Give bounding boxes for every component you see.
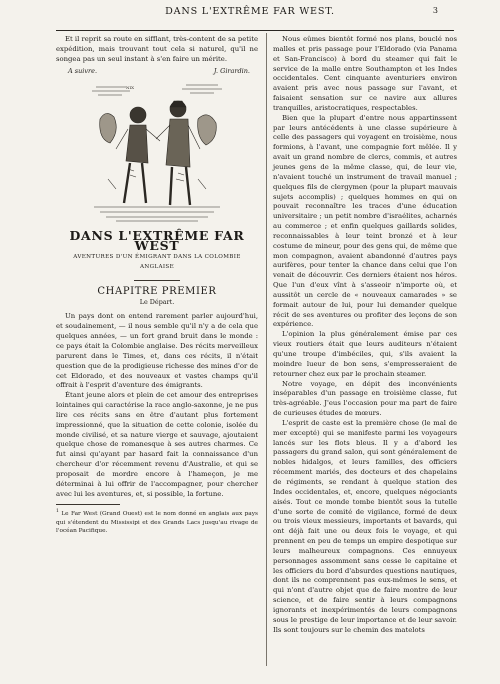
author-signature: J. Girardin. <box>213 66 250 75</box>
chapter-subtitle: Le Départ. <box>139 297 175 306</box>
footnote <box>56 508 258 535</box>
left-paragraph-2: Étant jeune alors et plein de cet amour des entreprises lointaines qui caractérise la race anglo-saxonne, je ne pus lire ces récits sans en être d'autant plus fortement impressionné, que la situation de cette colonie, isolée du monde civilisé, et sa nature vierge et sauvage, ajoutaient quelque chose de romanesque à ses autres charmes. Ce fut ainsi qu'ayant par hasard fait la connaissance d'un chercheur d'or récemment revenu d'Australie, et qui se proposait de mordre encore à l'hameçon, je me déterminai à lui offrir de l'accompagner, pour chercher avec lui les aventures, et, si possible, la fortune. <box>56 391 258 498</box>
footnote-mark: 1 <box>56 509 59 515</box>
right-paragraph-1: Nous eûmes bientôt formé nos plans, bouclé nos malles et pris passage pour l'Eldorado (via Panama et San-Francisco) à bord du steamer qui fait le service de la malle entre Southampton et les Indes occidentales. Cent cinquante aventuriers environ avaient pris avec nous passage sur l'avant, et faisaient sensation sur ce navire aux allures tranquilles, aristocratiques, respectables. <box>273 35 457 112</box>
to-be-continued: A suivre. <box>68 66 98 75</box>
engraving-illustration <box>86 79 228 225</box>
left-column <box>56 35 258 535</box>
section-divider <box>134 280 180 281</box>
section-subtitle: AVENTURES D'UN ÉMIGRANT DANS LA COLOMBIE ANGLAISE <box>73 254 241 270</box>
footnote-rule <box>56 504 120 505</box>
footnote-text: Le Far West (Grand Ouest) est le nom donné en anglais aux pays qui s'étendent du Mississipi et des Grands Lacs jusqu'au rivage de l'océan Pacifique. <box>56 511 259 534</box>
chapter-title: CHAPITRE PREMIER <box>97 285 217 297</box>
running-head <box>0 6 500 28</box>
signature-line <box>68 67 250 77</box>
engraving-caption-mark: NIX <box>126 85 134 91</box>
right-paragraph-3: L'opinion la plus généralement émise par ces vieux routiers était que leurs auditeurs n'étaient qu'une troupe d'imbéciles, qui, s'ils avaient la moindre lueur de bon sens, s'empresseraient de retourner chez eux par le prochain steamer. <box>273 330 457 378</box>
column-divider <box>266 33 267 666</box>
right-paragraph-5: L'esprit de caste est la première chose (le mal de mer excepté) qui se manifeste parmi les voyageurs lancés sur les flots bleus. Il y a d'abord les passagers du grand salon, qui sont généralement de nobles hidalgos, et leurs familles, des officiers récemment mariés, des docteurs et des chapelains de régiments, se rendant à quelque station des Indes occidentales, et, encore, quelques négociants aisés. Tout ce monde tombe bientôt sous la tutelle d'une sorte de comité de vigilance, formé de deux ou trois vieux messieurs, importants et bavards, qui ont déjà fait une ou deux fois le voyage, et qui prennent en peu de temps un empire despotique sur leurs malheureux compagnons. Ces ennuyeux personnages assomment sans cesse le capitaine et les officiers du bord d'absurdes questions nautiques, dont ils ne comprennent pas eux-mêmes le sens, et qui n'ont d'autre objet que de faire montre de leur science, et de faire sentir à leurs compagnons ignorants et inexpérimentés de leurs compagnons sous le prestige de leur importance et de leur savoir. Ils sont toujours sur le chemin des matelots <box>273 418 457 634</box>
section-title: DANS L'EXTRÊME FAR WEST <box>69 228 245 254</box>
page-mark: 3 <box>432 6 438 15</box>
right-paragraph-4: Notre voyage, en dépit des inconvénients inséparables d'un passage en troisième classe, fut très-agréable. J'eus l'occasion pour ma part de faire de curieuses études de mœurs. <box>273 379 457 418</box>
intro-paragraph: Et il reprit sa route en sifflant, très-content de sa petite expédition, mais trouvant tout cela si naturel, qu'il ne songea pas un seul instant à s'en faire un mérite. <box>56 35 259 63</box>
right-paragraph-2: Bien que la plupart d'entre nous appartinssent par leurs antécédents à une classe supérieure à celle des passagers qui voyagent en troisième, nous formions, à l'avant, une compagnie fort mêlée. Il y avait un grand nombre de clercs, commis, et autres jeunes gens de la même classe, qui, de leur vie, n'avaient touché un instrument de travail manuel ; quelques fils de clergymen (pour la plupart mauvais sujets accomplis) ; quelques hommes en qui on pouvait reconnaître les traces d'une éducation universitaire ; un petit nombre d'israélites, acharnés au commerce ; et enfin quelques gaillards solides, reconnaissables à leur teint bronzé et à leur costume de mineur, pour des gens qui, de même que mon compagnon, avaient abandonné d'autres pays aurifères, pour tenter la chance dans celui que l'on venait de découvrir. Ces derniers étaient nos héros. Que l'un d'eux vînt à s'asseoir n'importe où, et aussitôt un cercle de « nouveaux camarades » se formait autour de lui, pour lui demander quelque récit de ses aventures ou profiter des leçons de son expérience. <box>273 113 457 329</box>
right-column <box>273 35 457 635</box>
header-rule <box>56 30 454 31</box>
running-title: DANS L'EXTRÊME FAR WEST. <box>165 6 335 17</box>
left-paragraph-1: Un pays dont on entend rarement parler aujourd'hui, et soudainement, — il nous semble qu'il n'y a de cela que quelques années, — un fort grand bruit dans le monde : ce pays était la Colombie anglaise. Des récits merveilleux parurent dans le Times, et, dans ces récits, il n'était question que de la prodigieuse richesse des mines d'or de cet Eldorado, et des nouveaux et vastes champs qu'il offrait à l'esprit d'aventure des émigrants. <box>56 312 258 390</box>
